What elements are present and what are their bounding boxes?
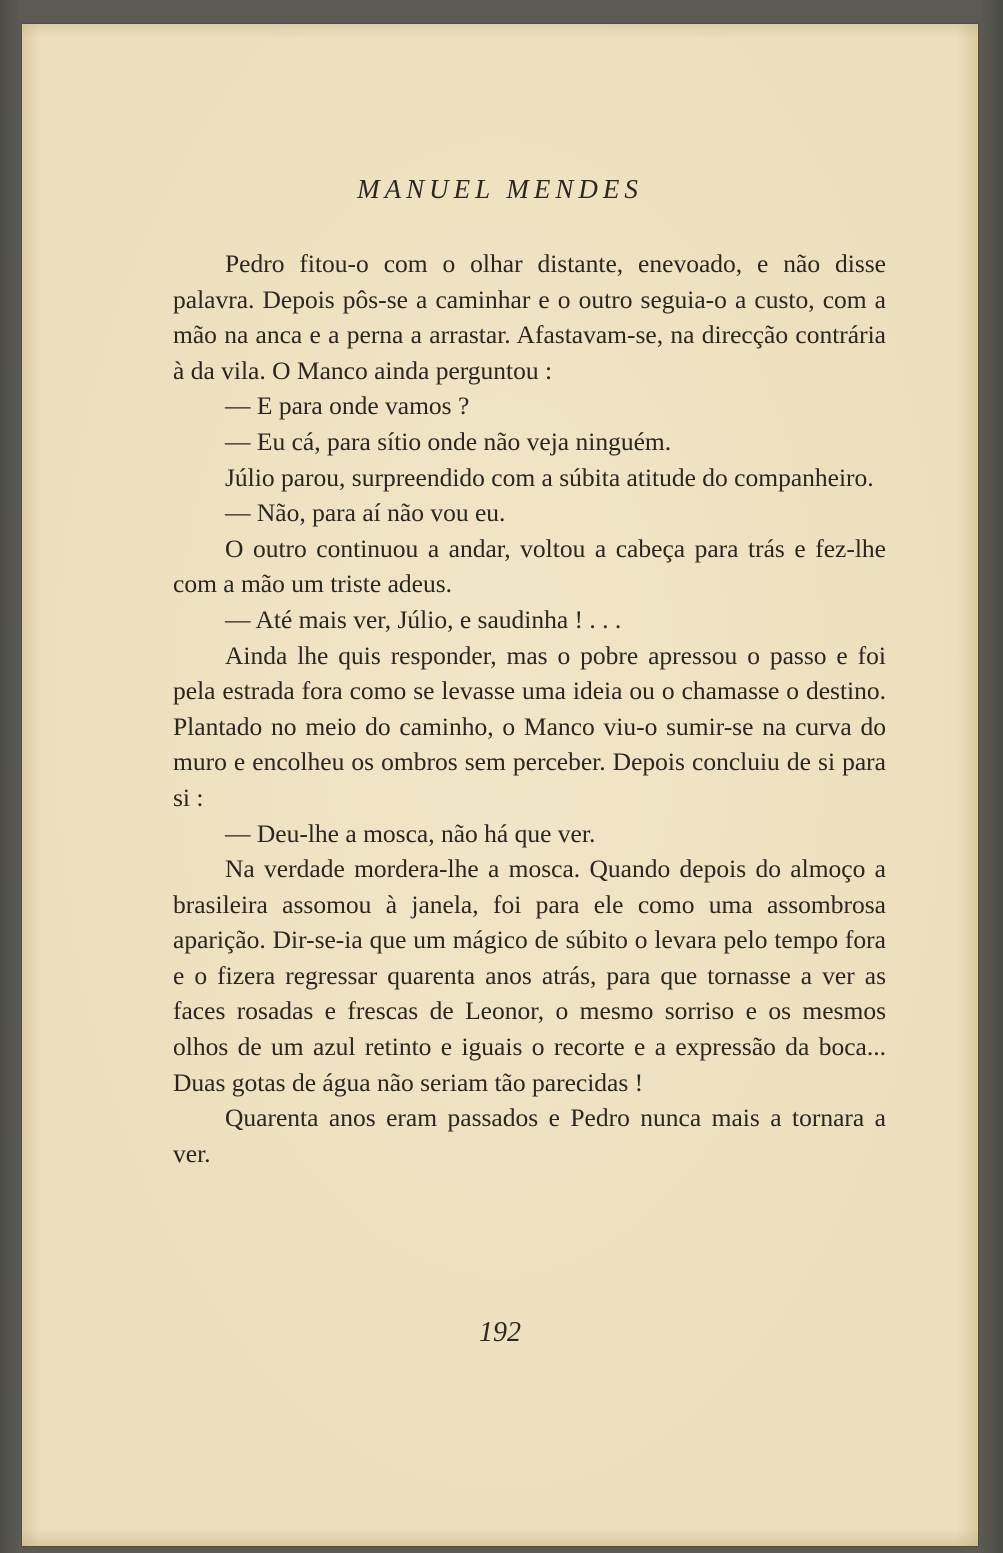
- book-page: [22, 24, 978, 1546]
- paragraph: Quarenta anos eram passados e Pedro nunca mais a tornara a ver.: [173, 1103, 886, 1168]
- paragraph: Júlio parou, surpreendido com a súbita atitude do companheiro.: [225, 462, 874, 492]
- paragraph: Na verdade mordera-lhe a mosca. Quando depois do almoço a brasileira assomou à janela, foi para ele como uma assombrosa aparição. Dir-se-ia que um mágico de súbito o levara pelo tempo fora e o fizera regressar quarenta anos atrás, para que tornasse a ver as faces rosadas e frescas de Leonor, o mesmo sorriso e os mesmos olhos de um azul retinto e iguais o recorte e a expressão da boca... Duas gotas de água não seriam tão parecidas !: [173, 854, 886, 1097]
- paragraph: — Não, para aí não vou eu.: [225, 498, 506, 528]
- page-number: 192: [479, 1317, 521, 1348]
- paragraph: — E para onde vamos ?: [225, 391, 470, 421]
- paragraph: Pedro fitou-o com o olhar distante, enevoado, e não disse palavra. Depois pôs-se a caminhar e o outro seguia-o a custo, com a mão na anca e a perna a arrastar. Afastavam-se, na direcção contrária à da vila. O Manco ainda perguntou :: [173, 249, 886, 385]
- running-head: MANUEL MENDES: [357, 174, 643, 204]
- paragraph: — Eu cá, para sítio onde não veja ninguém.: [225, 426, 672, 456]
- paragraph: O outro continuou a andar, voltou a cabeça para trás e fez-lhe com a mão um triste adeus.: [173, 533, 886, 599]
- body-text: [173, 246, 886, 1171]
- paragraph: — Deu-lhe a mosca, não há que ver.: [225, 818, 596, 848]
- paragraph: — Até mais ver, Júlio, e saudinha ! . . .: [225, 604, 622, 634]
- paragraph: Ainda lhe quis responder, mas o pobre apressou o passo e foi pela estrada fora como se levasse uma ideia ou o chamasse o destino. Plantado no meio do caminho, o Manco viu-o sumir-se na curva do muro e encolheu os ombros sem perceber. Depois concluiu de si para si :: [173, 640, 886, 812]
